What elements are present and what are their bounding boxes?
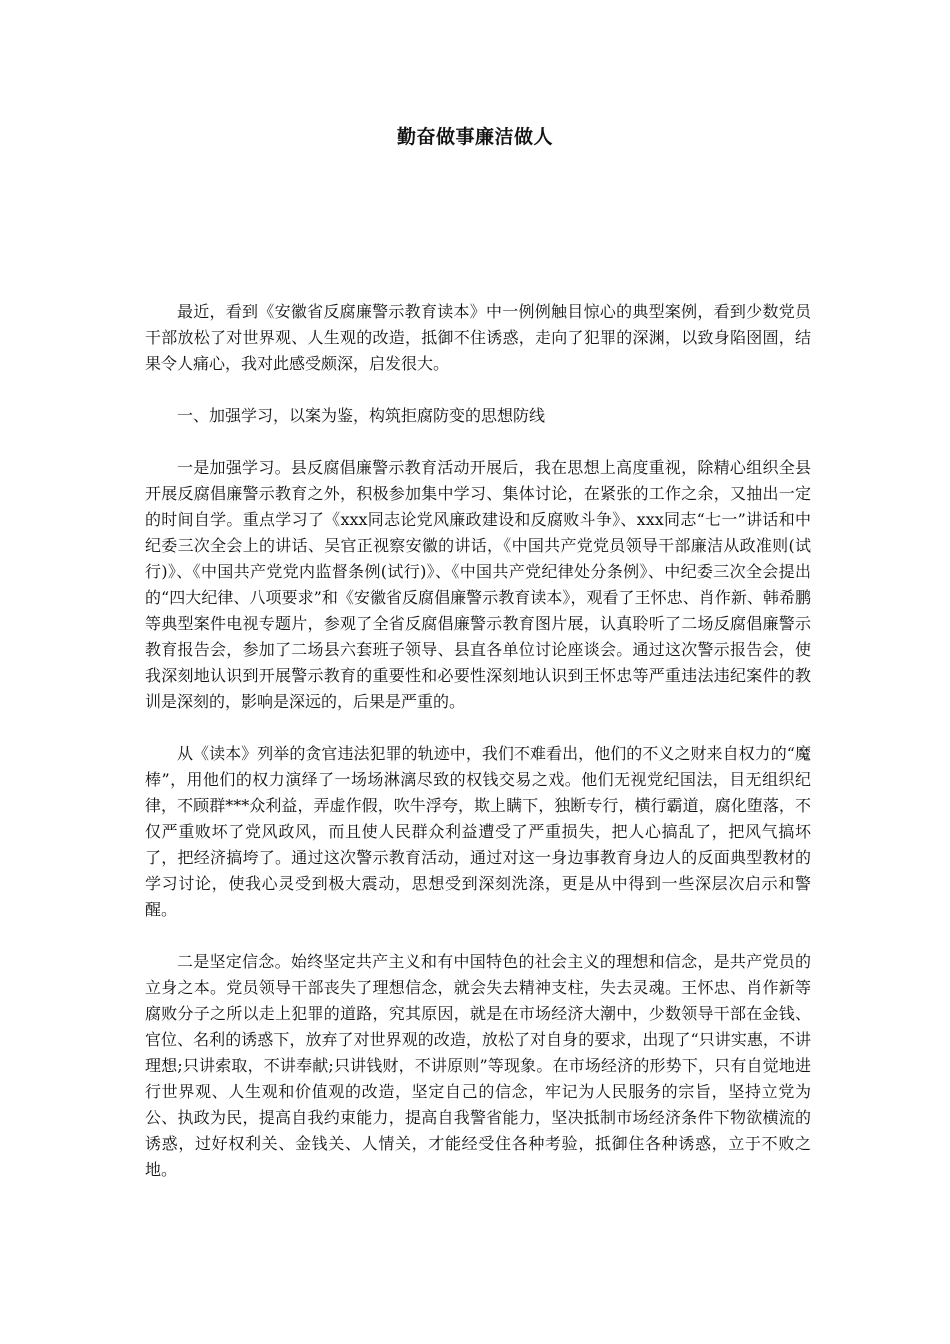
paragraph-intro: 最近，看到《安徽省反腐廉警示教育读本》中一例例触目惊心的典型案例，看到少数党员干部放松了对世界观、人生观的改造，抵御不住诱惑，走向了犯罪的深渊，以致身陷囹圄，结果令人痛心，我对此感受颇深，启发很大。 bbox=[145, 302, 811, 373]
document-body bbox=[145, 299, 811, 1209]
section-heading: 一、加强学习，以案为鉴，构筑拒腐防变的思想防线 bbox=[177, 406, 546, 425]
paragraph-reader: 从《读本》列举的贪官违法犯罪的轨迹中，我们不难看出，他们的不义之财来自权力的“魔棒”，用他们的权力演绎了一场场淋漓尽致的权钱交易之戏。他们无视党纪国法，目无组织纪律，不顾群***众利益，弄虚作假，吹牛浮夸，欺上瞒下，独断专行，横行霸道，腐化堕落，不仅严重败坏了党风政风，而且使人民群众利益遭受了严重损失，把人心搞乱了，把风气搞坏了，把经济搞垮了。通过这次警示教育活动，通过对这一身边事教育身边人的反面典型教材的学习讨论，使我心灵受到极大震动，思想受到深刻洗涤，更是从中得到一些深层次启示和警醒。 bbox=[145, 744, 811, 919]
paragraph-study: 一是加强学习。县反腐倡廉警示教育活动开展后，我在思想上高度重视，除精心组织全县开展反腐倡廉警示教育之外，积极参加集中学习、集体讨论，在紧张的工作之余，又抽出一定的时间自学。重点学习了《xxx同志论党风廉政建设和反腐败斗争》、xxx同志“七一”讲话和中纪委三次全会上的讲话、吴官正视察安徽的讲话，《中国共产党党员领导干部廉洁从政准则(试行)》、《中国共产党党内监督条例(试行)》、《中国共产党纪律处分条例》、中纪委三次全会提出的“四大纪律、八项要求”和《安徽省反腐倡廉警示教育读本》，观看了王怀忠、肖作新、韩希鹏等典型案件电视专题片，参观了全省反腐倡廉警示教育图片展，认真聆听了二场反腐倡廉警示教育报告会，参加了二场县六套班子领导、县直各单位讨论座谈会。通过这次警示报告会，使我深刻地认识到开展警示教育的重要性和必要性深刻地认识到王怀忠等严重违法违纪案件的教训是深刻的，影响是深远的，后果是严重的。 bbox=[145, 458, 811, 711]
paragraph-belief: 二是坚定信念。始终坚定共产主义和有中国特色的社会主义的理想和信念，是共产党员的立身之本。党员领导干部丧失了理想信念，就会失去精神支柱，失去灵魂。王怀忠、肖作新等腐败分子之所以走上犯罪的道路，究其原因，就是在市场经济大潮中，少数领导干部在金钱、官位、名利的诱惑下，放弃了对世界观的改造，放松了对自身的要求，出现了“只讲实惠，不讲理想;只讲索取，不讲奉献;只讲钱财，不讲原则”等现象。在市场经济的形势下，只有自觉地进行世界观、人生观和价值观的改造，坚定自己的信念，牢记为人民服务的宗旨，坚持立党为公、执政为民，提高自我约束能力，提高自我警省能力，坚决抵制市场经济条件下物欲横流的诱惑，过好权利关、金钱关、人情关，才能经受住各种考验，抵御住各种诱惑，立于不败之地。 bbox=[145, 952, 811, 1179]
document-title: 勤奋做事廉洁做人 bbox=[396, 126, 553, 148]
